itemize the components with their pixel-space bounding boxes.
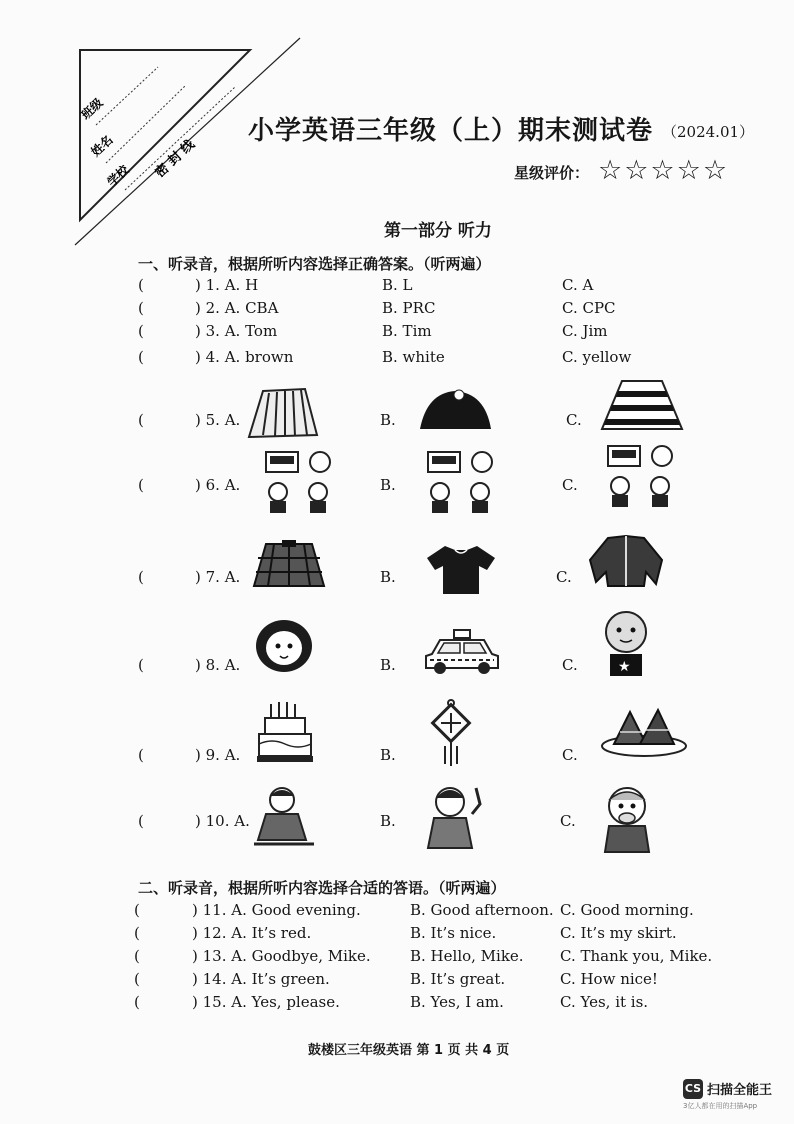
classroom-scene-icon[interactable] xyxy=(258,448,343,516)
zongzi-plate-icon[interactable] xyxy=(600,706,688,758)
answer-blank[interactable]: ( xyxy=(134,901,140,919)
girl-waving-icon[interactable] xyxy=(420,784,492,856)
answer-blank[interactable]: ( xyxy=(134,947,140,965)
option-c: C. yellow xyxy=(562,348,632,366)
option-b: B. L xyxy=(382,276,413,294)
question-text: ) 14. A. It’s green. xyxy=(192,970,330,988)
rating-label: 星级评价： xyxy=(514,164,590,182)
option-c: C. xyxy=(560,812,576,830)
watermark-name: 扫描全能王 xyxy=(707,1083,773,1098)
question-text: ) 3. A. Tom xyxy=(195,322,278,340)
option-b: B. xyxy=(380,476,396,494)
option-b: B. white xyxy=(382,348,445,366)
answer-blank[interactable]: ( xyxy=(134,970,140,988)
option-b: B. Hello, Mike. xyxy=(410,947,524,965)
option-b: B. Yes, I am. xyxy=(410,993,504,1011)
question-text: ) 11. A. Good evening. xyxy=(192,901,361,919)
question-text: ) 4. A. brown xyxy=(195,348,294,366)
option-b: B. It’s nice. xyxy=(410,924,497,942)
answer-blank[interactable]: ( xyxy=(138,476,144,494)
question-text: ) 12. A. It’s red. xyxy=(192,924,312,942)
t-shirt-icon[interactable] xyxy=(423,542,498,597)
girl-sitting-icon[interactable] xyxy=(248,784,320,852)
option-b: B. It’s great. xyxy=(410,970,506,988)
part-title: 第一部分 听力 xyxy=(384,221,492,241)
page-footer: 鼓楼区三年级英语 第 1 页 共 4 页 xyxy=(308,1043,510,1058)
classroom-scene-icon[interactable] xyxy=(420,448,505,516)
question-text: ) 15. A. Yes, please. xyxy=(192,993,340,1011)
answer-blank[interactable]: ( xyxy=(138,411,144,429)
option-b: B. Good afternoon. xyxy=(410,901,554,919)
answer-blank[interactable]: ( xyxy=(138,812,144,830)
option-b: B. Tim xyxy=(382,322,432,340)
question-text: ) 2. A. CBA xyxy=(195,299,279,317)
option-c: C. How nice! xyxy=(560,970,658,988)
seal-line-label: 密 封 线 xyxy=(152,137,198,181)
question-text: ) 7. A. xyxy=(195,568,241,586)
question-row xyxy=(0,276,794,300)
scanner-watermark xyxy=(683,1078,772,1111)
school-label: 学校 xyxy=(104,162,132,190)
question-row xyxy=(0,299,794,323)
option-b: B. xyxy=(380,411,396,429)
option-b: B. PRC xyxy=(382,299,436,317)
exam-date: （2024.01） xyxy=(662,123,755,141)
answer-blank[interactable]: ( xyxy=(138,322,144,340)
taxi-icon[interactable] xyxy=(422,628,502,676)
classroom-scene-icon[interactable] xyxy=(600,442,685,510)
picture-question-row xyxy=(0,448,794,528)
rating-stars: ☆☆☆☆☆ xyxy=(598,155,730,186)
watermark-subtitle: 3亿人都在用的扫描App xyxy=(683,1101,758,1110)
option-c: C. xyxy=(562,476,578,494)
picture-question-row xyxy=(0,540,794,620)
option-c: C. A xyxy=(562,276,594,294)
question-row xyxy=(0,901,794,925)
option-b: B. xyxy=(380,746,396,764)
option-c: C. CPC xyxy=(562,299,616,317)
jacket-icon[interactable] xyxy=(588,532,666,590)
answer-blank[interactable]: ( xyxy=(138,348,144,366)
answer-blank[interactable]: ( xyxy=(138,568,144,586)
birthday-cake-icon[interactable] xyxy=(255,700,315,766)
question-row xyxy=(0,947,794,971)
option-b: B. xyxy=(380,568,396,586)
name-label: 姓名 xyxy=(88,132,116,160)
question-text: ) 9. A. xyxy=(195,746,241,764)
page-title: 小学英语三年级（上）期末测试卷 xyxy=(248,116,654,146)
section1-instruction: 一、听录音，根据所听内容选择正确答案。（听两遍） xyxy=(138,255,491,273)
question-row xyxy=(0,993,794,1017)
option-b: B. xyxy=(380,812,396,830)
answer-blank[interactable]: ( xyxy=(134,924,140,942)
question-text: ) 13. A. Goodbye, Mike. xyxy=(192,947,371,965)
question-row xyxy=(0,924,794,948)
answer-blank[interactable]: ( xyxy=(134,993,140,1011)
picture-question-row xyxy=(0,784,794,864)
camscanner-logo-icon: CS xyxy=(683,1079,703,1099)
question-row xyxy=(0,322,794,346)
section2-instruction: 二、听录音，根据所听内容选择合适的答语。（听两遍） xyxy=(138,879,506,897)
answer-blank[interactable]: ( xyxy=(138,276,144,294)
svg-text:★: ★ xyxy=(618,659,631,675)
skirt-icon[interactable] xyxy=(245,383,320,443)
option-c: C. Good morning. xyxy=(560,901,694,919)
question-text: ) 1. A. H xyxy=(195,276,259,294)
question-row xyxy=(0,970,794,994)
option-c: C. xyxy=(566,411,582,429)
class-label: 班级 xyxy=(78,95,106,123)
question-text: ) 6. A. xyxy=(195,476,241,494)
option-b: B. xyxy=(380,656,396,674)
plaid-skirt-icon[interactable] xyxy=(252,540,327,590)
question-text: ) 10. A. xyxy=(195,812,250,830)
chinese-knot-icon[interactable] xyxy=(430,698,472,768)
question-text: ) 5. A. xyxy=(195,411,241,429)
option-c: C. It’s my skirt. xyxy=(560,924,677,942)
option-c: C. xyxy=(562,656,578,674)
option-c: C. Jim xyxy=(562,322,608,340)
boy-star-shirt-icon[interactable] xyxy=(592,608,662,680)
question-text: ) 8. A. xyxy=(195,656,241,674)
option-c: C. Thank you, Mike. xyxy=(560,947,713,965)
hat-icon[interactable] xyxy=(415,385,495,435)
option-c: C. xyxy=(562,746,578,764)
girl-face-icon[interactable] xyxy=(250,616,320,676)
answer-blank[interactable]: ( xyxy=(138,299,144,317)
question-row xyxy=(0,348,794,372)
boy-covering-mouth-icon[interactable] xyxy=(597,784,657,854)
answer-blank[interactable]: ( xyxy=(138,656,144,674)
answer-blank[interactable]: ( xyxy=(138,746,144,764)
option-c: C. xyxy=(556,568,572,586)
striped-skirt-icon[interactable] xyxy=(600,375,685,435)
option-c: C. Yes, it is. xyxy=(560,993,649,1011)
picture-question-row xyxy=(0,628,794,708)
